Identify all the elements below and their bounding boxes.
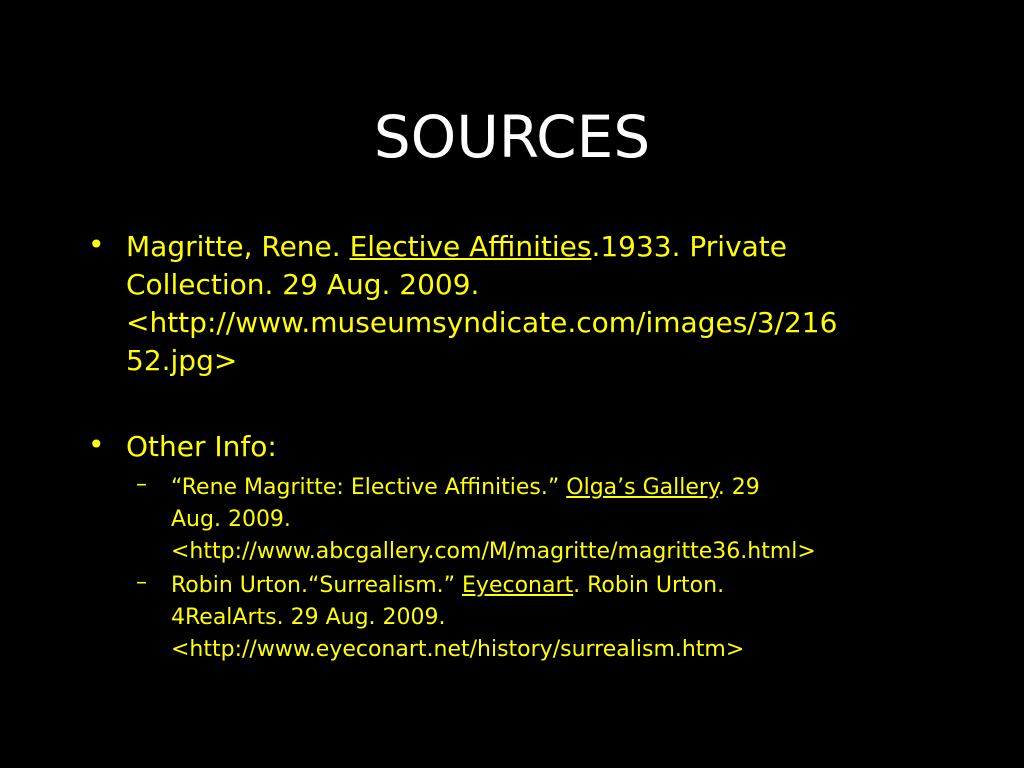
olgas-gallery-link[interactable]: Olga’s Gallery [566, 475, 718, 500]
source-line: Aug. 2009. [171, 507, 291, 532]
quote-close: ” [443, 573, 456, 598]
dash-icon: – [136, 472, 147, 497]
article-title: Rene Magritte: Elective Affinities. [181, 475, 548, 500]
bullet-dot-icon: • [88, 428, 105, 461]
source-item-olgas-gallery [171, 472, 1001, 568]
dash-icon: – [136, 570, 147, 595]
source-line: 4RealArts. 29 Aug. 2009. [171, 605, 446, 630]
spacer [455, 573, 462, 598]
other-info-heading: Other Info: [126, 430, 277, 463]
article-title: Surrealism. [319, 573, 444, 598]
source-author: Robin Urton. [171, 573, 308, 598]
source-item-magritte [126, 228, 1006, 380]
source-url: <http://www.abcgallery.com/M/magritte/magritte36.html> [171, 539, 816, 564]
source-details: .1933. Private [591, 230, 788, 263]
source-line [171, 570, 1001, 602]
source-details: . Robin Urton. [573, 573, 725, 598]
quote-close: ” [547, 475, 560, 500]
quote-open: “ [171, 475, 182, 500]
source-line: Collection. 29 Aug. 2009. [126, 268, 480, 301]
bullet-dot-icon: • [88, 228, 105, 261]
source-details: . 29 [717, 475, 760, 500]
slide-title: SOURCES [373, 103, 651, 171]
artwork-link[interactable]: Elective Affinities [349, 230, 592, 263]
source-url-continued: 52.jpg> [126, 344, 238, 377]
eyeconart-link[interactable]: Eyeconart [462, 573, 574, 598]
source-item-eyeconart [171, 570, 1001, 666]
source-line [126, 228, 1006, 266]
source-url: <http://www.eyeconart.net/history/surrealism.htm> [171, 637, 745, 662]
quote-open: “ [307, 573, 320, 598]
source-author: Magritte, Rene. [126, 230, 350, 263]
source-url: <http://www.museumsyndicate.com/images/3/216 [126, 306, 838, 339]
source-line [171, 472, 1001, 504]
